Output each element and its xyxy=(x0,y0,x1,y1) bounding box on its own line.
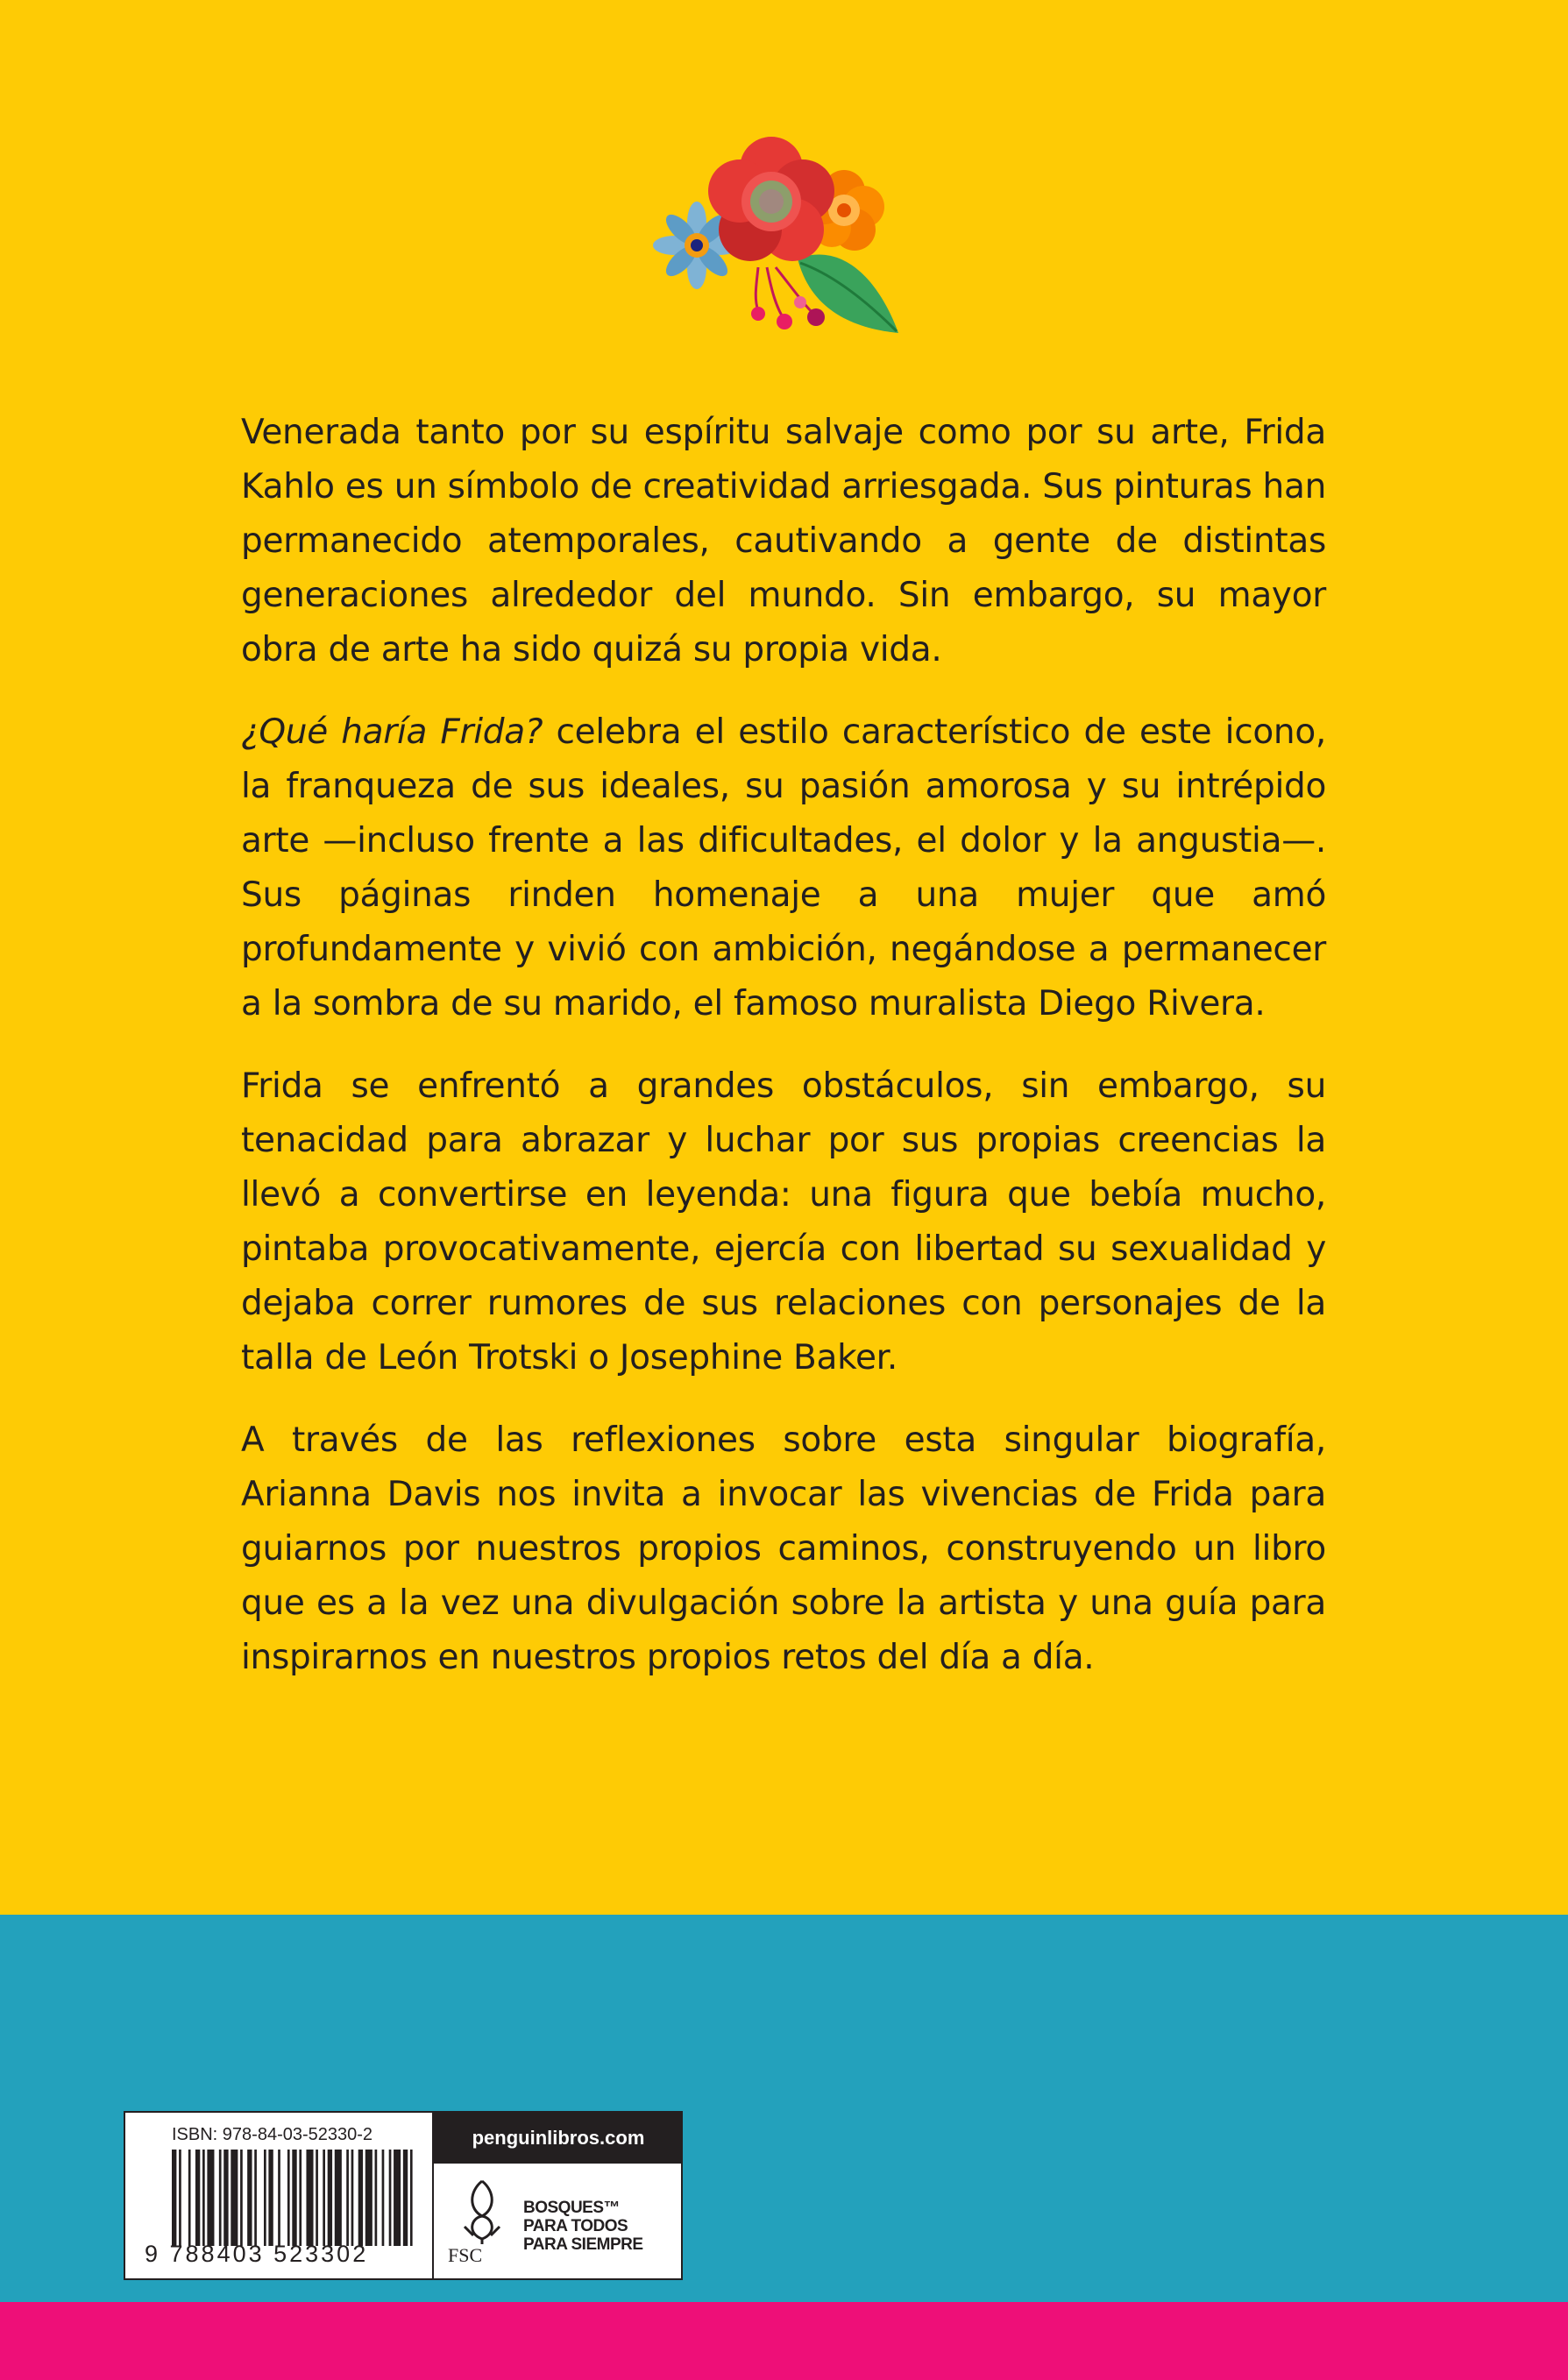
fsc-slogan-line-1: BOSQUES™ xyxy=(523,2199,621,2217)
flower-bouquet-icon xyxy=(644,136,907,346)
publisher-panel xyxy=(434,2113,683,2278)
barcode-icon xyxy=(172,2150,417,2246)
isbn-number: ISBN: 978-84-03-52330-2 xyxy=(172,2125,373,2144)
fsc-slogan-line-3: PARA SIEMPRE xyxy=(523,2235,643,2254)
back-cover-pink-band xyxy=(0,2302,1568,2380)
fsc-slogan-line-2: PARA TODOS xyxy=(523,2217,628,2235)
fsc-slogan xyxy=(523,2199,677,2254)
isbn-barcode-panel xyxy=(125,2113,434,2278)
blurb-paragraph-2 xyxy=(241,705,1326,1031)
barcode-label-box xyxy=(124,2111,683,2280)
blurb-paragraph-1: Venerada tanto por su espíritu salvaje como por su arte, Frida Kahlo es un símbolo de creatividad arriesgada. Sus pinturas han permanecido atemporales, cautivando a gente de distintas generaciones alrededor del mundo. Sin embargo, su mayor obra de arte ha sido quizá su propia vida. xyxy=(241,413,1326,669)
blurb-paragraph-3: Frida se enfrentó a grandes obstáculos, sin embargo, su tenacidad para abrazar y luchar por sus propias creencias la llevó a convertirse en leyenda: una figura que bebía mucho, pintaba provocativamente, ejercía con libertad su sexualidad y dejaba correr rumores de sus relaciones con personajes de la talla de León Trotski o Josephine Baker. xyxy=(241,1066,1326,1378)
book-title-italic: ¿Qué haría Frida? xyxy=(241,712,543,752)
blurb-paragraph-4: A través de las reflexiones sobre esta singular biografía, Arianna Davis nos invita a invocar las vivencias de Frida para guiarnos por nuestros propios caminos, construyendo un libro que es a la vez una divulgación sobre la artista y una guía para inspirarnos en nuestros propios retos del día a día. xyxy=(241,1420,1326,1677)
barcode-digits: 9 788403 523302 xyxy=(145,2241,369,2267)
publisher-website: penguinlibros.com xyxy=(434,2113,683,2164)
blurb-paragraph-2-text: celebra el estilo característico de este icono, la franqueza de sus ideales, su pasión amorosa y su intrépido arte —incluso frente a las dificultades, el dolor y la angustia—. Sus páginas rinden homenaje a una mujer que amó profundamente y vivió con ambición, negándose a permanecer a la sombra de su marido, el famoso muralista Diego Rivera. xyxy=(241,712,1326,1024)
fsc-label: FSC xyxy=(448,2244,483,2266)
back-cover-blurb xyxy=(241,406,1326,1713)
